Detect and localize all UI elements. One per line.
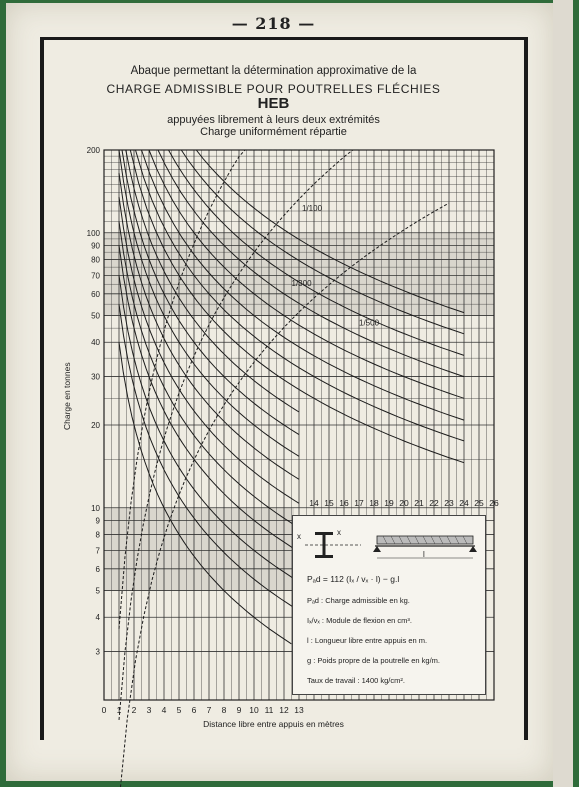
x-tick-label-upper: 15 — [324, 497, 334, 508]
y-axis-label: Charge en tonnes — [62, 362, 72, 430]
y-tick-label: 60 — [91, 289, 100, 299]
page-number: — 218 — — [231, 14, 316, 33]
y-tick-label: 70 — [91, 271, 100, 281]
x-tick-label: 7 — [206, 705, 212, 715]
y-tick-label: 5 — [95, 586, 100, 596]
chart-subtitle-line1: appuyées librement à leurs deux extrémités — [167, 114, 380, 126]
x-tick-label-upper: 21 — [414, 497, 424, 508]
y-tick-label: 9 — [95, 516, 100, 526]
chart-title-line1: Abaque permettant la détermination approximative de la — [130, 65, 417, 77]
curve-label: 1/100 — [302, 204, 323, 214]
y-tick-label: 50 — [91, 311, 100, 321]
x-tick-label: 4 — [161, 705, 167, 715]
axis-x-right: x — [337, 528, 341, 537]
y-tick-label: 6 — [95, 564, 100, 574]
x-tick-label: 13 — [294, 705, 304, 715]
legend-modulus: Iₓ/vₓ : Module de flexion en cm³. — [307, 616, 412, 625]
y-tick-label: 90 — [91, 241, 100, 251]
chart-title-heb: HEB — [257, 95, 290, 112]
x-tick-label-upper: 25 — [474, 497, 484, 508]
x-tick-label: 5 — [176, 705, 182, 715]
y-tick-label: 30 — [91, 372, 100, 382]
x-tick-label: 2 — [131, 705, 137, 715]
axis-x-left: x — [297, 532, 301, 541]
x-tick-label: 10 — [249, 705, 259, 715]
x-tick-label-upper: 14 — [309, 497, 319, 508]
curve-label: 1/300 — [291, 279, 312, 289]
legend-stress: Taux de travail : 1400 kg/cm². — [307, 676, 405, 685]
x-tick-label: 1 — [116, 705, 122, 715]
y-tick-label: 7 — [95, 546, 100, 556]
x-tick-label-upper: 23 — [444, 497, 454, 508]
chart-title-line2: CHARGE ADMISSIBLE POUR POUTRELLES FLÉCHIES — [106, 82, 441, 96]
y-tick-label: 4 — [95, 613, 100, 623]
y-tick-labels — [87, 146, 101, 657]
x-tick-label: 12 — [279, 705, 289, 715]
x-tick-label-upper: 22 — [429, 497, 439, 508]
loaded-beam-diagram — [373, 526, 477, 566]
curve-label: 1/500 — [359, 318, 380, 328]
beam-section-icon — [303, 526, 363, 566]
y-tick-label: 10 — [91, 503, 100, 513]
x-tick-label-upper: 19 — [384, 497, 394, 508]
x-tick-label-upper: 17 — [354, 497, 364, 508]
x-axis-label: Distance libre entre appuis en mètres — [203, 719, 344, 729]
x-tick-label: 8 — [221, 705, 227, 715]
x-tick-label: 11 — [264, 705, 274, 715]
x-tick-label: 3 — [146, 705, 152, 715]
x-tick-label-upper: 20 — [399, 497, 409, 508]
y-tick-label: 80 — [91, 255, 100, 265]
y-tick-label: 20 — [91, 421, 100, 430]
x-tick-label-upper: 18 — [369, 497, 379, 508]
y-tick-label: 40 — [91, 338, 100, 348]
formula-text: Pₐd = 112 (Iₓ / vₓ · l) − g.l — [307, 574, 400, 584]
y-tick-label: 8 — [95, 530, 100, 540]
y-tick-label: 3 — [95, 647, 100, 657]
legend-weight: g : Poids propre de la poutrelle en kg/m. — [307, 656, 440, 665]
legend-pad: Pₐd : Charge admissible en kg. — [307, 596, 410, 605]
formula-legend-box — [292, 515, 486, 695]
x-tick-label-upper: 24 — [459, 497, 469, 508]
load-curve — [119, 342, 292, 644]
y-tick-label: 200 — [86, 146, 100, 155]
x-tick-label: 9 — [236, 705, 242, 715]
x-tick-label: 0 — [101, 705, 107, 715]
x-tick-label-upper: 16 — [339, 497, 349, 508]
x-tick-label-upper: 26 — [489, 497, 499, 508]
y-tick-label: 100 — [86, 228, 100, 238]
x-tick-label: 6 — [191, 705, 197, 715]
chart-subtitle-line2: Charge uniformément répartie — [200, 126, 347, 138]
span-symbol: l — [423, 550, 425, 559]
legend-length: l : Longueur libre entre appuis en m. — [307, 636, 428, 645]
